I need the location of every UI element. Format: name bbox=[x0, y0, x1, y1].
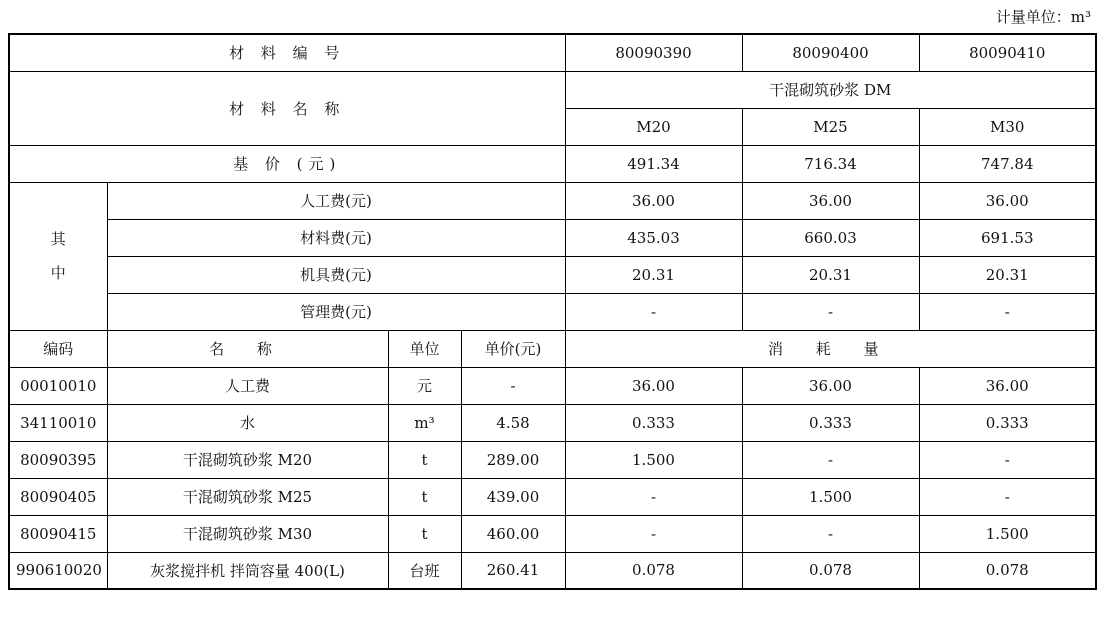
breakdown-value: - bbox=[565, 293, 742, 330]
item-code: 80090395 bbox=[9, 441, 107, 478]
material-name-row bbox=[9, 71, 1096, 108]
breakdown-value: 36.00 bbox=[919, 182, 1096, 219]
item-consumption: - bbox=[742, 441, 919, 478]
item-consumption: 0.333 bbox=[919, 404, 1096, 441]
table-row bbox=[9, 441, 1096, 478]
breakdown-value: 20.31 bbox=[742, 256, 919, 293]
breakdown-label: 人工费(元) bbox=[107, 182, 565, 219]
breakdown-value: 20.31 bbox=[919, 256, 1096, 293]
item-consumption: 0.333 bbox=[742, 404, 919, 441]
item-unit: 元 bbox=[388, 367, 461, 404]
material-code: 80090390 bbox=[565, 34, 742, 71]
breakdown-label: 机具费(元) bbox=[107, 256, 565, 293]
breakdown-value: 36.00 bbox=[742, 182, 919, 219]
item-price: 439.00 bbox=[461, 478, 565, 515]
item-consumption: 0.078 bbox=[919, 552, 1096, 589]
breakdown-group-label-1: 其 bbox=[50, 230, 66, 248]
item-code: 34110010 bbox=[9, 404, 107, 441]
table-row bbox=[9, 478, 1096, 515]
breakdown-value: - bbox=[919, 293, 1096, 330]
breakdown-value: 435.03 bbox=[565, 219, 742, 256]
item-code: 00010010 bbox=[9, 367, 107, 404]
breakdown-label: 材料费(元) bbox=[107, 219, 565, 256]
item-name: 灰浆搅拌机 拌筒容量 400(L) bbox=[107, 552, 388, 589]
item-price: 289.00 bbox=[461, 441, 565, 478]
column-header-row bbox=[9, 330, 1096, 367]
base-price-label: 基 价 (元) bbox=[9, 145, 565, 182]
item-name: 人工费 bbox=[107, 367, 388, 404]
item-consumption: - bbox=[742, 515, 919, 552]
item-consumption: 0.078 bbox=[565, 552, 742, 589]
column-header-consumption: 消 耗 量 bbox=[565, 330, 1096, 367]
base-price: 716.34 bbox=[742, 145, 919, 182]
breakdown-value: 660.03 bbox=[742, 219, 919, 256]
column-header-name: 名 称 bbox=[107, 330, 388, 367]
material-code-row bbox=[9, 34, 1096, 71]
item-price: 260.41 bbox=[461, 552, 565, 589]
breakdown-row bbox=[9, 256, 1096, 293]
item-consumption: 1.500 bbox=[742, 478, 919, 515]
item-unit: t bbox=[388, 515, 461, 552]
material-code: 80090410 bbox=[919, 34, 1096, 71]
item-unit: m³ bbox=[388, 404, 461, 441]
table-row bbox=[9, 552, 1096, 589]
unit-note: 计量单位：m³ bbox=[995, 8, 1091, 26]
table-row bbox=[9, 367, 1096, 404]
item-code: 80090415 bbox=[9, 515, 107, 552]
base-price: 747.84 bbox=[919, 145, 1096, 182]
item-consumption: - bbox=[565, 478, 742, 515]
grade: M30 bbox=[919, 108, 1096, 145]
breakdown-row bbox=[9, 293, 1096, 330]
item-code: 80090405 bbox=[9, 478, 107, 515]
table-row bbox=[9, 404, 1096, 441]
base-price: 491.34 bbox=[565, 145, 742, 182]
breakdown-group-label bbox=[9, 182, 107, 330]
breakdown-row bbox=[9, 219, 1096, 256]
breakdown-group-label-2: 中 bbox=[50, 264, 66, 282]
item-unit: 台班 bbox=[388, 552, 461, 589]
table-row bbox=[9, 515, 1096, 552]
item-price: - bbox=[461, 367, 565, 404]
column-header-unit: 单位 bbox=[388, 330, 461, 367]
item-name: 干混砌筑砂浆 M30 bbox=[107, 515, 388, 552]
item-name: 干混砌筑砂浆 M25 bbox=[107, 478, 388, 515]
breakdown-value: 20.31 bbox=[565, 256, 742, 293]
item-consumption: - bbox=[919, 478, 1096, 515]
breakdown-label: 管理费(元) bbox=[107, 293, 565, 330]
material-group-name: 干混砌筑砂浆 DM bbox=[565, 71, 1096, 108]
column-header-unit-price: 单价(元) bbox=[461, 330, 565, 367]
item-consumption: 0.078 bbox=[742, 552, 919, 589]
breakdown-value: - bbox=[742, 293, 919, 330]
item-consumption: 36.00 bbox=[742, 367, 919, 404]
item-consumption: 1.500 bbox=[565, 441, 742, 478]
item-consumption: 1.500 bbox=[919, 515, 1096, 552]
item-consumption: 36.00 bbox=[565, 367, 742, 404]
material-code: 80090400 bbox=[742, 34, 919, 71]
material-name-label: 材 料 名 称 bbox=[9, 71, 565, 145]
item-code: 990610020 bbox=[9, 552, 107, 589]
breakdown-value: 691.53 bbox=[919, 219, 1096, 256]
item-price: 4.58 bbox=[461, 404, 565, 441]
item-price: 460.00 bbox=[461, 515, 565, 552]
grade: M20 bbox=[565, 108, 742, 145]
item-name: 干混砌筑砂浆 M20 bbox=[107, 441, 388, 478]
breakdown-value: 36.00 bbox=[565, 182, 742, 219]
quota-table bbox=[8, 33, 1097, 590]
item-consumption: 36.00 bbox=[919, 367, 1096, 404]
breakdown-row bbox=[9, 182, 1096, 219]
grade: M25 bbox=[742, 108, 919, 145]
item-name: 水 bbox=[107, 404, 388, 441]
item-consumption: - bbox=[919, 441, 1096, 478]
item-unit: t bbox=[388, 441, 461, 478]
column-header-code: 编码 bbox=[9, 330, 107, 367]
item-unit: t bbox=[388, 478, 461, 515]
item-consumption: - bbox=[565, 515, 742, 552]
material-code-label: 材 料 编 号 bbox=[9, 34, 565, 71]
base-price-row bbox=[9, 145, 1096, 182]
item-consumption: 0.333 bbox=[565, 404, 742, 441]
